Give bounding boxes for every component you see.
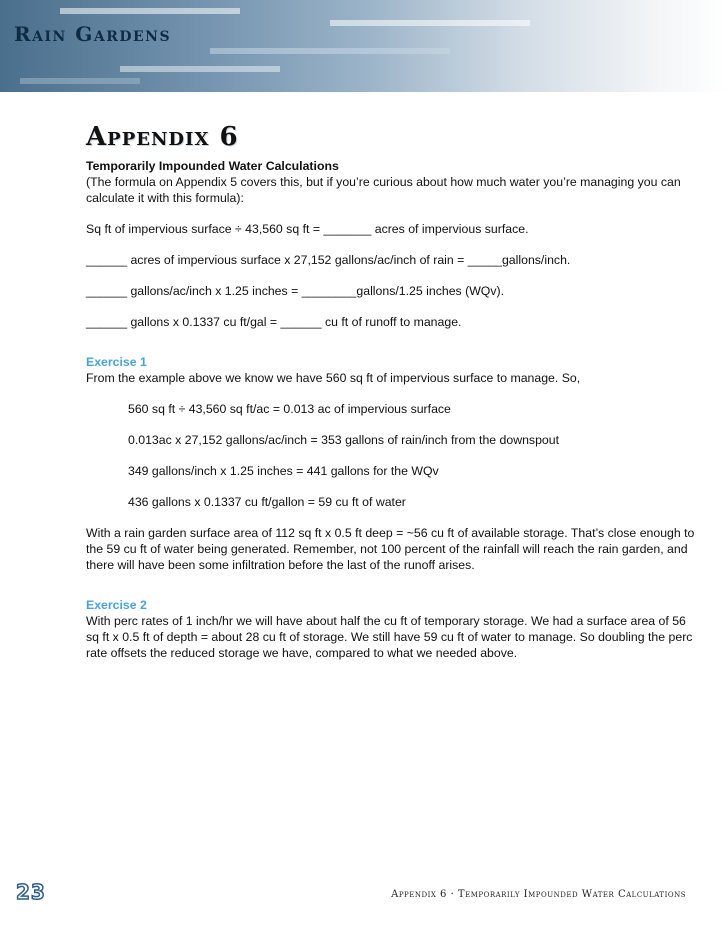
exercise-1-step: 0.013ac x 27,152 gallons/ac/inch = 353 gallons of rain/inch from the downspout bbox=[128, 433, 560, 447]
header-title: Rain Gardens bbox=[14, 22, 172, 46]
appendix-subtitle: Temporarily Impounded Water Calculations bbox=[86, 159, 339, 173]
banner-streak bbox=[20, 78, 140, 84]
formula-line: Sq ft of impervious surface ÷ 43,560 sq ft = _______ acres of impervious surface. bbox=[86, 222, 529, 236]
exercise-2-heading: Exercise 2 bbox=[86, 598, 147, 612]
banner-streak bbox=[120, 66, 280, 72]
formula-line: ______ gallons x 0.1337 cu ft/gal = ______ cu ft of runoff to manage. bbox=[86, 315, 462, 329]
exercise-1-conclusion: With a rain garden surface area of 112 sq ft x 0.5 ft deep = ~56 cu ft of available storage. That’s close enough to the 59 cu ft of water being generated. Remember, not 100 percent of the rainfall will reach the rain garden, and there will have been some infiltration before the last of the runoff arises. bbox=[86, 526, 695, 572]
banner-streak bbox=[60, 8, 240, 14]
page-number: 23 bbox=[16, 880, 46, 904]
running-footer: Appendix 6 · Temporarily Impounded Water Calculations bbox=[391, 889, 686, 900]
formula-line: ______ acres of impervious surface x 27,152 gallons/ac/inch of rain = _____gallons/inch. bbox=[86, 253, 571, 267]
header-banner bbox=[0, 0, 728, 92]
banner-streak bbox=[210, 48, 450, 54]
exercise-1-step: 349 gallons/inch x 1.25 inches = 441 gallons for the WQv bbox=[128, 464, 439, 478]
exercise-1-step: 560 sq ft ÷ 43,560 sq ft/ac = 0.013 ac of impervious surface bbox=[128, 402, 451, 416]
exercise-1-heading: Exercise 1 bbox=[86, 355, 147, 369]
appendix-title: Appendix 6 bbox=[86, 122, 239, 152]
appendix-intro: (The formula on Appendix 5 covers this, but if you’re curious about how much water you’re managing you can calculate it with this formula): bbox=[86, 175, 681, 205]
content bbox=[86, 158, 696, 661]
exercise-1-intro: From the example above we know we have 560 sq ft of impervious surface to manage. So, bbox=[86, 371, 581, 385]
exercise-2-body: With perc rates of 1 inch/hr we will have about half the cu ft of temporary storage. We had a surface area of 56 sq ft x 0.5 ft of depth = about 28 cu ft of storage. We still have 59 cu ft of water to manage. So doubling the perc rate offsets the reduced storage we have, compared to what we needed above. bbox=[86, 614, 693, 660]
exercise-1-step: 436 gallons x 0.1337 cu ft/gallon = 59 cu ft of water bbox=[128, 495, 406, 509]
banner-streak bbox=[330, 20, 530, 26]
formula-line: ______ gallons/ac/inch x 1.25 inches = ________gallons/1.25 inches (WQv). bbox=[86, 284, 505, 298]
